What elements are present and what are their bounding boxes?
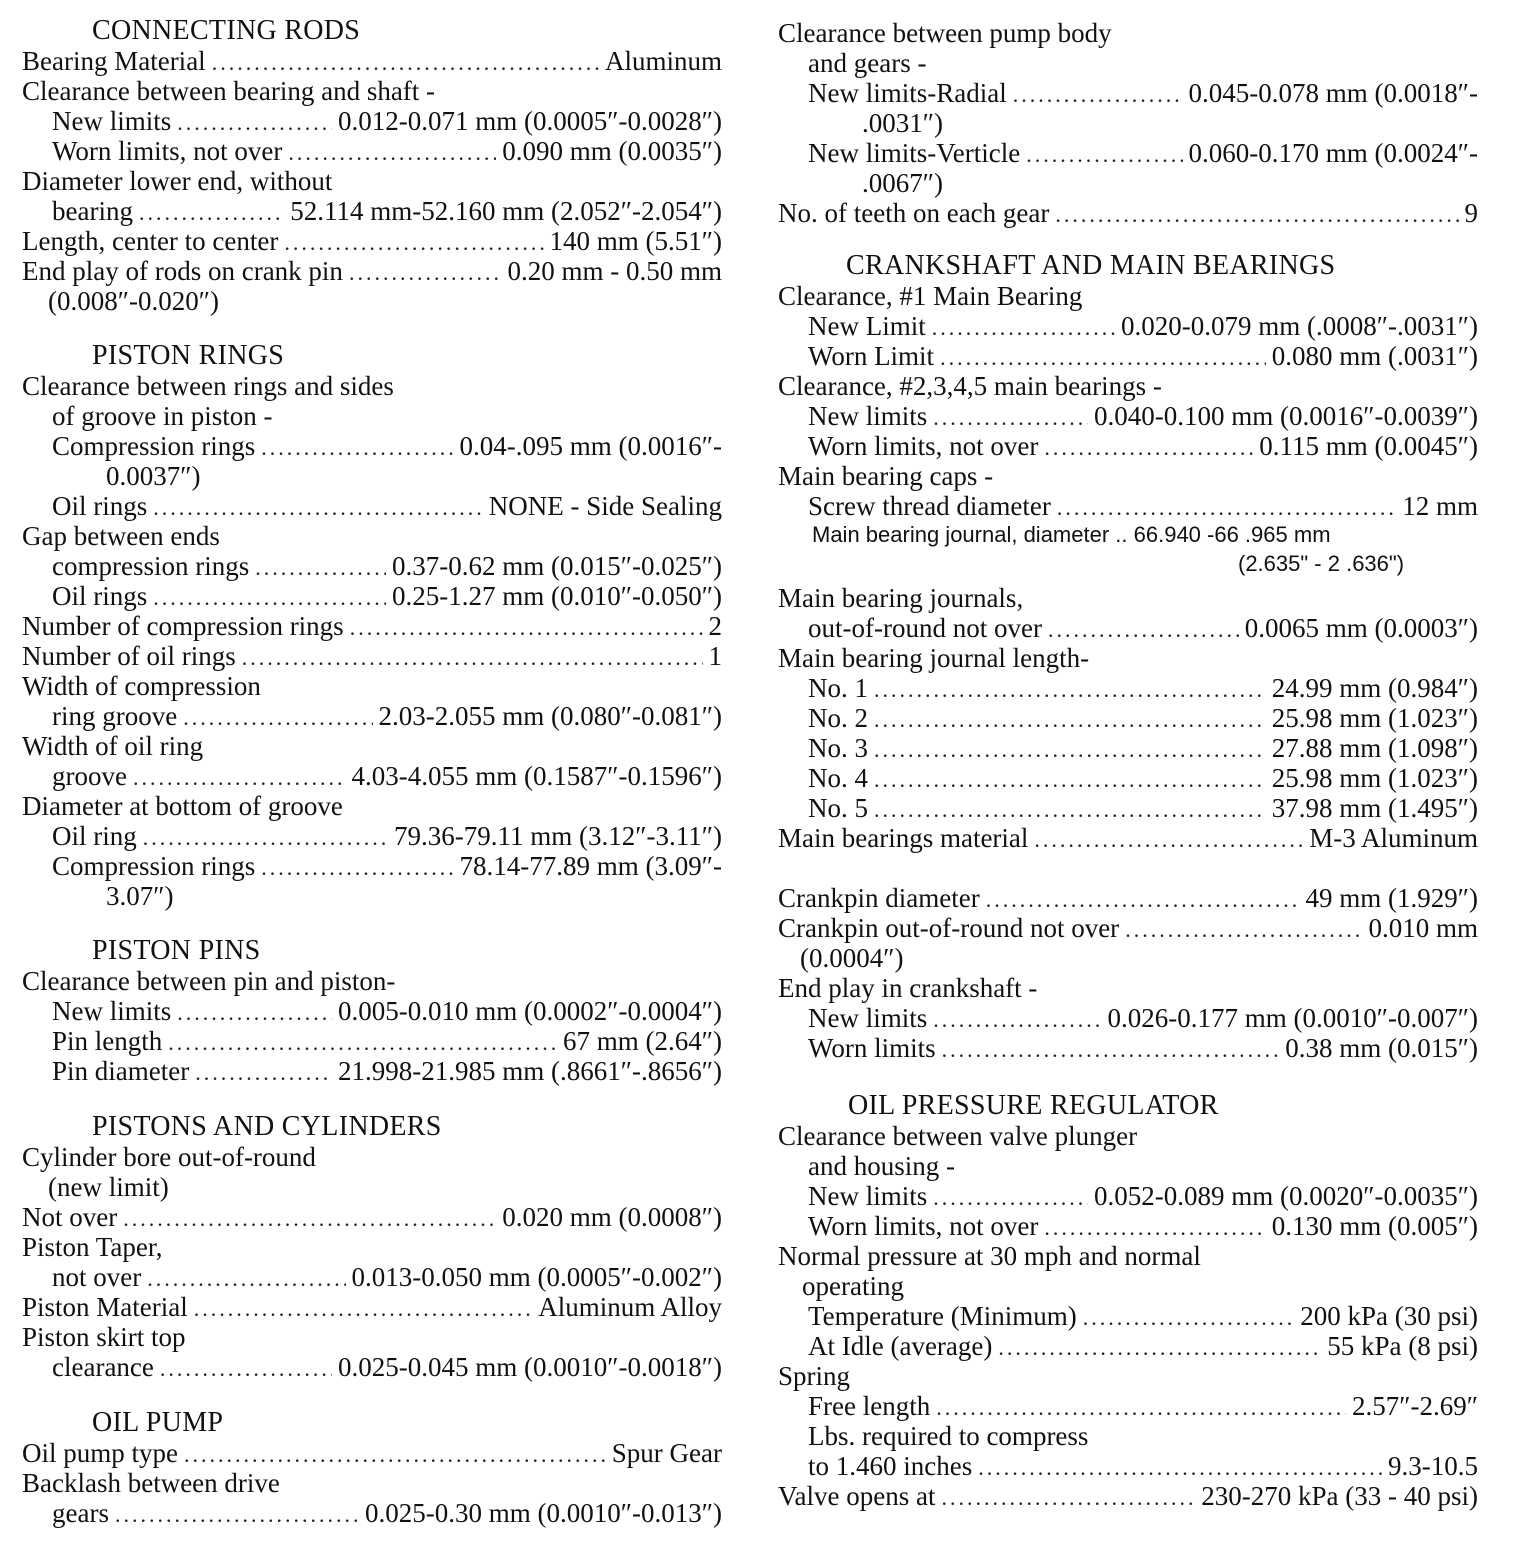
spec-text: Clearance between bearing and shaft - (22, 76, 436, 106)
spec-text: (new limit) (48, 1172, 169, 1202)
leader-dots (932, 313, 1115, 343)
spec-text: Cylinder bore out-of-round (22, 1142, 316, 1172)
spec-row (778, 1211, 1478, 1241)
spec-value: 9 (1464, 198, 1478, 228)
leader-dots (874, 705, 1266, 735)
spec-value: 78.14-77.89 mm (3.09″- (459, 851, 722, 881)
spec-row (22, 1352, 722, 1382)
spec-label: Valve opens at (778, 1481, 936, 1511)
spec-label: New limits-Verticle (808, 138, 1021, 168)
spec-text: .0031″) (862, 108, 943, 138)
leader-dots (933, 1005, 1101, 1035)
leader-dots (183, 703, 372, 733)
spec-row (778, 823, 1478, 853)
spec-label: No. 4 (808, 763, 868, 793)
spec-row (778, 491, 1478, 521)
spec-text: and housing - (808, 1151, 955, 1181)
spec-value: 0.0065 mm (0.0003″) (1244, 613, 1478, 643)
leader-dots (115, 1500, 359, 1530)
spec-label: New limits (808, 401, 928, 431)
spec-text: (0.008″-0.020″) (48, 286, 219, 316)
spec-row (22, 641, 722, 671)
spec-text: Piston Taper, (22, 1232, 163, 1262)
spec-label: New limits (52, 106, 172, 136)
spec-text: End play in crankshaft - (778, 973, 1038, 1003)
spec-label: No. 2 (808, 703, 868, 733)
spec-label: Oil rings (52, 581, 148, 611)
leader-dots (933, 403, 1088, 433)
spec-value: 2.03-2.055 mm (0.080″-0.081″) (378, 701, 722, 731)
spec-value: 0.005-0.010 mm (0.0002″-0.0004″) (338, 996, 722, 1026)
piston-rings-section (22, 341, 722, 911)
spec-value: 0.38 mm (0.015″) (1285, 1033, 1478, 1063)
leader-dots (350, 613, 703, 643)
spec-text: Spring (778, 1361, 851, 1391)
piston-pins-section (22, 936, 722, 1086)
spec-label: No. 3 (808, 733, 868, 763)
spec-value: 79.36-79.11 mm (3.12″-3.11″) (394, 821, 722, 851)
spec-label: Screw thread diameter (808, 491, 1051, 521)
spec-row (778, 311, 1478, 341)
leader-dots (184, 1440, 606, 1470)
oil-pump-section (22, 1408, 722, 1528)
leader-dots (1083, 1303, 1294, 1333)
spec-row (22, 196, 722, 226)
spec-label: out-of-round not over (808, 613, 1042, 643)
spec-value: 0.020 mm (0.0008″) (502, 1202, 722, 1232)
leader-dots (942, 1035, 1280, 1065)
spec-label: Number of compression rings (22, 611, 344, 641)
leader-dots (1057, 493, 1396, 523)
spec-label: Piston Material (22, 1292, 188, 1322)
spec-text: Width of oil ring (22, 731, 204, 761)
leader-dots (874, 765, 1266, 795)
spec-value: 230-270 kPa (33 - 40 psi) (1201, 1481, 1478, 1511)
spec-text: Clearance between valve plunger (778, 1121, 1138, 1151)
spec-text: operating (802, 1271, 904, 1301)
spec-value: 66.940 -66 .965 mm (1133, 522, 1331, 547)
spec-text: Clearance between pin and piston- (22, 966, 396, 996)
spec-text: 0.0037″) (106, 461, 201, 491)
spec-row (778, 1301, 1478, 1331)
spec-row (778, 138, 1478, 168)
leader-dots (177, 108, 332, 138)
leader-dots (255, 553, 386, 583)
leader-dots (194, 1294, 532, 1324)
spec-value: 37.98 mm (1.495″) (1271, 793, 1478, 823)
leader-dots (940, 343, 1266, 373)
spec-label: No. 1 (808, 673, 868, 703)
leader-dots (195, 1058, 332, 1088)
spec-value: 0.052-0.089 mm (0.0020″-0.0035″) (1094, 1181, 1478, 1211)
spec-row (778, 673, 1478, 703)
leader-dots (153, 583, 386, 613)
spec-label: Worn Limit (808, 341, 935, 371)
spec-text: Main bearing journals, (778, 583, 1024, 613)
spec-value: 49 mm (1.929″) (1305, 883, 1478, 913)
spec-value: 0.090 mm (0.0035″) (502, 136, 722, 166)
spec-row (22, 46, 722, 76)
spec-label: Worn limits, not over (808, 1211, 1039, 1241)
spec-value: 21.998-21.985 mm (.8661″-.8656″) (338, 1056, 722, 1086)
leader-dots (261, 433, 453, 463)
leader-dots (143, 823, 388, 853)
leader-dots (147, 1264, 345, 1294)
spec-label: No. 5 (808, 793, 868, 823)
spec-value: Aluminum (604, 46, 722, 76)
spec-row (778, 1481, 1478, 1511)
spec-row (22, 1292, 722, 1322)
spec-text: 3.07″) (106, 881, 174, 911)
leader-dots (998, 1333, 1321, 1363)
spec-label: Not over (22, 1202, 118, 1232)
leader-dots (874, 675, 1266, 705)
spec-label: Main bearing journal, diameter (812, 522, 1110, 547)
spec-row (778, 763, 1478, 793)
spec-value: 55 kPa (8 psi) (1327, 1331, 1478, 1361)
spec-row (778, 198, 1478, 228)
spec-value: 0.040-0.100 mm (0.0016″-0.0039″) (1094, 401, 1478, 431)
spec-text: (0.0004″) (800, 943, 904, 973)
spec-value: 12 mm (1402, 491, 1478, 521)
spec-value: 0.37-0.62 mm (0.015″-0.025″) (392, 551, 722, 581)
spec-row (22, 431, 722, 461)
leader-dots (1048, 615, 1239, 645)
spec-label: Crankpin out-of-round not over (778, 913, 1120, 943)
leader-dots (1013, 80, 1183, 110)
spec-value: 27.88 mm (1.098″) (1271, 733, 1478, 763)
spec-value: Aluminum Alloy (538, 1292, 722, 1322)
spec-row (22, 136, 722, 166)
spec-row (22, 1498, 722, 1528)
spec-label: gears (52, 1498, 109, 1528)
leader-dots (941, 1483, 1195, 1513)
spec-text: Width of compression (22, 671, 261, 701)
spec-label: Temperature (Minimum) (808, 1301, 1077, 1331)
section-heading: PISTON PINS (92, 935, 261, 966)
spec-label: Oil ring (52, 821, 137, 851)
leader-dots (160, 1354, 332, 1384)
spec-row (22, 226, 722, 256)
spec-label: No. of teeth on each gear (778, 198, 1050, 228)
spec-label: New limits-Radial (808, 78, 1007, 108)
spec-label: groove (52, 761, 127, 791)
spec-text: Clearance between pump body (778, 18, 1112, 48)
spec-label: Free length (808, 1391, 931, 1421)
leader-dots (874, 735, 1266, 765)
section-heading: PISTONS AND CYLINDERS (92, 1111, 442, 1142)
spec-row (22, 106, 722, 136)
spec-label: Bearing Material (22, 46, 206, 76)
leader-dots (177, 998, 332, 1028)
spec-value: 0.025-0.30 mm (0.0010″-0.013″) (365, 1498, 722, 1528)
pistons-cylinders-section (22, 1112, 722, 1382)
spec-text: Piston skirt top (22, 1322, 186, 1352)
spec-row (778, 1003, 1478, 1033)
spec-label: Worn limits, not over (52, 136, 283, 166)
spec-value: Spur Gear (611, 1438, 722, 1468)
spec-row (778, 703, 1478, 733)
spec-value: 25.98 mm (1.023″) (1271, 763, 1478, 793)
spec-row (22, 581, 722, 611)
leader-dots (133, 763, 346, 793)
leader-dots (874, 795, 1266, 825)
spec-text: Diameter at bottom of groove (22, 791, 343, 821)
spec-row (22, 851, 722, 881)
spec-label: Pin length (52, 1026, 163, 1056)
spec-text: Main bearing caps - (778, 461, 994, 491)
spec-value: 0.045-0.078 mm (0.0018″- (1188, 78, 1478, 108)
spec-text: Clearance, #1 Main Bearing (778, 281, 1083, 311)
leader-dots (242, 643, 703, 673)
spec-value: 0.04-.095 mm (0.0016″- (459, 431, 722, 461)
spec-label: Oil rings (52, 491, 148, 521)
spec-text: Clearance between rings and sides (22, 371, 394, 401)
spec-value: M-3 Aluminum (1309, 823, 1478, 853)
spec-value: 0.25-1.27 mm (0.010″-0.050″) (392, 581, 722, 611)
spec-label: Compression rings (52, 851, 256, 881)
spec-row (22, 701, 722, 731)
journal-diameter-inches: (2.635" - 2 .636") (1238, 551, 1405, 576)
spec-text: .0067″) (862, 168, 943, 198)
spec-row (778, 1451, 1478, 1481)
leader-dots (284, 228, 543, 258)
spec-value: 0.010 mm (1368, 913, 1478, 943)
spec-row (778, 613, 1478, 643)
spec-text: Diameter lower end, without (22, 166, 333, 196)
spec-row (22, 1056, 722, 1086)
oil-pressure-section (778, 1091, 1478, 1511)
spec-row (22, 491, 722, 521)
spec-label: Oil pump type (22, 1438, 178, 1468)
spec-label: Number of oil rings (22, 641, 236, 671)
spec-row (778, 1033, 1478, 1063)
section-heading: OIL PRESSURE REGULATOR (848, 1090, 1219, 1121)
spec-value: 52.114 mm-52.160 mm (2.052″-2.054″) (290, 196, 722, 226)
spec-label: Worn limits, not over (808, 431, 1039, 461)
spec-value: 200 kPa (30 psi) (1300, 1301, 1478, 1331)
spec-label: New Limit (808, 311, 926, 341)
spec-label: At Idle (average) (808, 1331, 993, 1361)
spec-row (22, 1262, 722, 1292)
spec-text: of groove in piston - (52, 401, 273, 431)
spec-row (778, 913, 1478, 943)
section-heading: PISTON RINGS (92, 340, 285, 371)
leader-dots (288, 138, 496, 168)
section-heading: CRANKSHAFT AND MAIN BEARINGS (846, 250, 1336, 281)
leader-dots (978, 1453, 1382, 1483)
spec-row (22, 1438, 722, 1468)
leader-dots (1026, 140, 1182, 170)
spec-label: End play of rods on crank pin (22, 256, 343, 286)
spec-row (778, 431, 1478, 461)
spec-value: 0.130 mm (0.005″) (1271, 1211, 1478, 1241)
leader-dots (1044, 1213, 1265, 1243)
spec-value: 0.060-0.170 mm (0.0024″- (1188, 138, 1478, 168)
spec-label: ring groove (52, 701, 178, 731)
spec-value: 0.115 mm (0.0045″) (1259, 431, 1478, 461)
spec-row (778, 1391, 1478, 1421)
spec-value: 0.026-0.177 mm (0.0010″-0.007″) (1107, 1003, 1478, 1033)
spec-value: 0.20 mm - 0.50 mm (507, 256, 722, 286)
spec-value: 2.57″-2.69″ (1352, 1391, 1478, 1421)
spec-row (22, 996, 722, 1026)
leader-dots (153, 493, 483, 523)
spec-value: 1 (708, 641, 722, 671)
spec-value: 140 mm (5.51″) (549, 226, 722, 256)
spec-text: and gears - (808, 48, 927, 78)
spec-value: 0.080 mm (.0031″) (1271, 341, 1478, 371)
spec-label: not over (52, 1262, 142, 1292)
spec-row (22, 551, 722, 581)
leader-dots (168, 1028, 557, 1058)
leader-dots (349, 258, 502, 288)
spec-row (778, 1181, 1478, 1211)
leader-dots: .. (1109, 522, 1134, 547)
spec-label: Length, center to center (22, 226, 279, 256)
spec-value: 24.99 mm (0.984″) (1271, 673, 1478, 703)
section-heading: CONNECTING RODS (92, 15, 361, 46)
leader-dots (1034, 825, 1303, 855)
spec-value: 0.012-0.071 mm (0.0005″-0.0028″) (338, 106, 722, 136)
spec-value: 67 mm (2.64″) (563, 1026, 722, 1056)
spec-row (778, 1331, 1478, 1361)
spec-label: New limits (808, 1181, 928, 1211)
leader-dots (123, 1204, 496, 1234)
spec-value: NONE - Side Sealing (488, 491, 722, 521)
spec-label: to 1.460 inches (808, 1451, 973, 1481)
spec-label: New limits (52, 996, 172, 1026)
spec-text: Backlash between drive (22, 1468, 280, 1498)
spec-text: Lbs. required to compress (808, 1421, 1089, 1451)
leader-dots (933, 1183, 1088, 1213)
spec-label: Pin diameter (52, 1056, 190, 1086)
connecting-rods-section (22, 16, 722, 316)
spec-row (778, 733, 1478, 763)
leader-dots (936, 1393, 1346, 1423)
section-heading: OIL PUMP (92, 1407, 224, 1438)
spec-label: Crankpin diameter (778, 883, 980, 913)
spec-label: bearing (52, 196, 133, 226)
leader-dots (261, 853, 453, 883)
spec-label: New limits (808, 1003, 928, 1033)
spec-label: compression rings (52, 551, 250, 581)
leader-dots (1044, 433, 1253, 463)
spec-value: 0.020-0.079 mm (.0008″-.0031″) (1121, 311, 1478, 341)
spec-value: 4.03-4.055 mm (0.1587″-0.1596″) (351, 761, 722, 791)
spec-label: Compression rings (52, 431, 256, 461)
spec-row (22, 1026, 722, 1056)
spec-value: 2 (708, 611, 722, 641)
spec-value: 9.3-10.5 (1388, 1451, 1478, 1481)
spec-row (22, 1202, 722, 1232)
leader-dots (212, 48, 599, 78)
journal-diameter-note (778, 521, 1478, 549)
spec-label: Main bearings material (778, 823, 1029, 853)
crankshaft-section (778, 251, 1478, 1063)
leader-dots (139, 198, 284, 228)
spec-label: clearance (52, 1352, 154, 1382)
spec-text: Gap between ends (22, 521, 220, 551)
spec-row (778, 78, 1478, 108)
leader-dots (986, 885, 1300, 915)
spec-row (778, 883, 1478, 913)
spec-row (22, 761, 722, 791)
spec-row (22, 611, 722, 641)
leader-dots (1125, 915, 1362, 945)
spec-value: 25.98 mm (1.023″) (1271, 703, 1478, 733)
spec-row (778, 341, 1478, 371)
spec-text: Normal pressure at 30 mph and normal (778, 1241, 1201, 1271)
spec-row (22, 821, 722, 851)
spec-text: Main bearing journal length- (778, 643, 1090, 673)
spec-value: 0.013-0.050 mm (0.0005″-0.002″) (351, 1262, 722, 1292)
spec-row (22, 256, 722, 286)
spec-row (778, 793, 1478, 823)
spec-value: 0.025-0.045 mm (0.0010″-0.0018″) (338, 1352, 722, 1382)
spec-text: Clearance, #2,3,4,5 main bearings - (778, 371, 1162, 401)
spec-row (778, 401, 1478, 431)
pump-clearance-section (778, 18, 1478, 228)
leader-dots (1055, 200, 1458, 230)
spec-label: Worn limits (808, 1033, 936, 1063)
